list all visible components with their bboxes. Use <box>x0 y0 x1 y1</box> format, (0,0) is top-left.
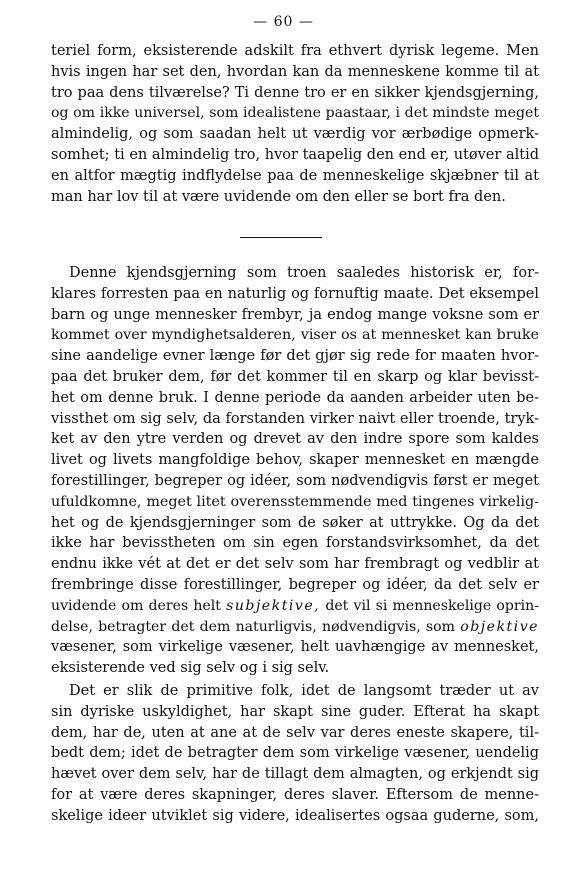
text-line <box>51 617 539 638</box>
text-line: somhet; ti en almindelig tro, hvor taapelig den end er, utøver altid <box>51 146 539 163</box>
paragraph-3 <box>51 681 539 827</box>
text-run: det vil si menneskelige oprin- <box>320 597 539 614</box>
text-line: bedt dem; idet de betragter dem som virkelige væsener, uendelig <box>51 745 539 762</box>
text-line: skelige ideer utviklet sig videre, idealisertes ogsaa guderne, som, <box>51 807 539 824</box>
text-line: frembringe disse forestillinger, begreper og idéer, da det selv er <box>51 576 539 593</box>
text-line: vissthet om sig selv, da forstanden virker naivt eller troende, tryk- <box>51 410 539 427</box>
text-line: klares forresten paa en naturlig og fornuftig maate. Det eksempel <box>51 285 539 302</box>
page-number: — 60 — <box>253 14 314 30</box>
emphasized-term: objektive <box>460 618 539 635</box>
text-line: en altfor mægtig indflydelse paa de menneskelige skjæbner til at <box>51 167 539 184</box>
text-line: endnu ikke vét at det er det selv som har frembragt og vedblir at <box>51 556 539 573</box>
text-line: og om ikke universel, som idealistene paastaar, i det mindste meget <box>51 105 539 122</box>
text-line: man har lov til at være uvidende om den eller se bort fra den. <box>51 188 506 205</box>
section-divider <box>240 237 322 238</box>
text-line: sine aandelige evner længe før det gjør sig rede for maaten hvor- <box>51 348 539 365</box>
text-line: ufuldkomne, meget litet overensstemmende med tingenes virkelig- <box>51 493 539 510</box>
text-line: forestillinger, begreper og idéer, som nødvendigvis først er meget <box>51 472 539 489</box>
text-line: hvis ingen har set den, hvordan kan da menneskene komme til at <box>51 63 539 80</box>
text-line: for at være deres skapninger, deres slaver. Eftersom de menne- <box>51 786 539 803</box>
text-line: eksisterende ved sig selv og i sig selv. <box>51 660 330 677</box>
text-run: uvidende om deres helt <box>51 597 227 614</box>
text-line: tro paa dens tilværelse? Ti denne tro er en sikker kjendsgjerning, <box>51 84 539 101</box>
text-line: barn og unge mennesker frembyr, ja endog mange voksne som er <box>51 306 539 323</box>
text-line: teriel form, eksisterende adskilt fra ethvert dyrisk legeme. Men <box>51 43 539 59</box>
text-line: sin dyriske uskyldighet, har skapt sine guder. Efterat ha skapt <box>51 703 539 720</box>
text-line: livet og livets mangfoldige behov, skaper mennesket en mængde <box>51 452 539 469</box>
text-line: hævet over dem selv, har de tillagt dem almagten, og erkjendt sig <box>51 766 539 783</box>
paragraph-continuation <box>51 41 539 207</box>
emphasized-term: subjektive, <box>226 597 321 614</box>
text-line: het om denne bruk. I denne periode da aanden arbeider uten be- <box>51 389 539 406</box>
text-line: almindelig, og som saadan helt ut værdig vor ærbødige opmerk- <box>51 126 539 143</box>
text-run: delse, betragter det dem naturligvis, nødvendigvis, som <box>51 618 461 635</box>
paragraph-2 <box>51 263 539 679</box>
text-line <box>51 596 539 617</box>
text-line: Det er slik de primitive folk, idet de langsomt træder ut av <box>69 683 539 699</box>
text-line: dem, har de, uten at ane at de selv var deres eneste skapere, til- <box>51 724 539 741</box>
text-line: kommet over myndighetsalderen, viser os at mennesket kan bruke <box>51 327 539 344</box>
text-line: paa det bruker dem, før det kommer til en skarp og klar bevisst- <box>51 368 539 385</box>
text-line: het og de kjendsgjerninger som de søker at uttrykke. Og da det <box>51 514 539 531</box>
text-line: ket av den ytre verden og drevet av den indre spore som kaldes <box>51 431 539 448</box>
text-line: Denne kjendsgjerning som troen saaledes historisk er, for- <box>69 265 539 281</box>
text-line: væsener, som virkelige væsener, helt uavhængige av mennesket, <box>51 639 539 656</box>
text-line: ikke har bevisstheten om sin egen forstandsvirksomhet, da det <box>51 535 539 552</box>
